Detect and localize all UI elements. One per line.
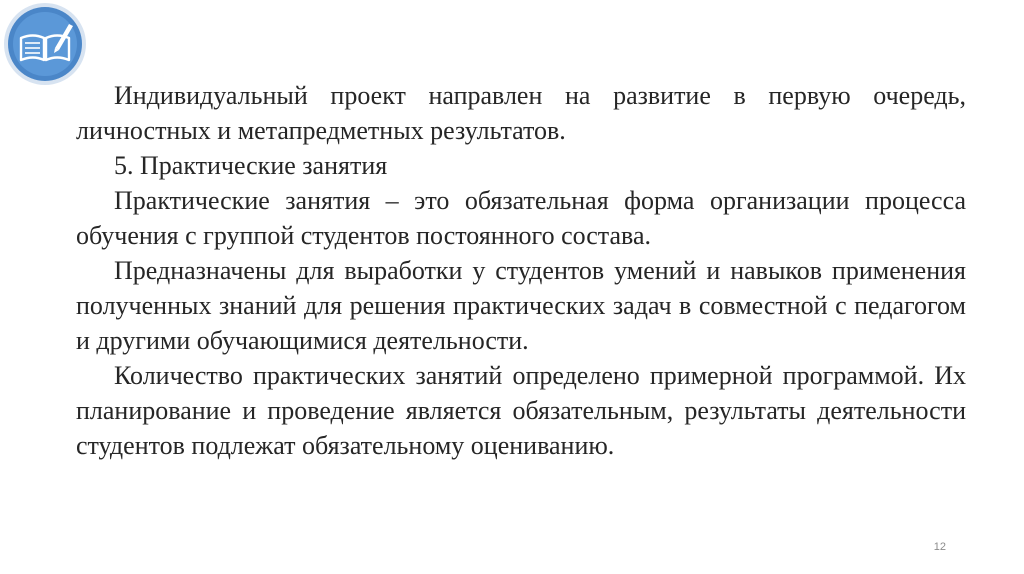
open-book-pen-icon	[3, 2, 87, 86]
paragraph-purpose: Предназначены для выработки у студентов умений и навыков применения полученных знаний для решения практических задач в совместной с педагогом и другими обучающимися деятельности.	[76, 256, 966, 355]
section-heading-practical: 5. Практические занятия	[114, 151, 388, 180]
paragraph-quantity: Количество практических занятий определено примерной программой. Их планирование и проведение является обязательным, результаты деятельности студентов подлежат обязательному оцениванию.	[76, 361, 966, 460]
slide-body	[76, 78, 966, 463]
slide-number: 12	[933, 541, 946, 553]
paragraph-project-goal: Индивидуальный проект направлен на развитие в первую очередь, личностных и метапредметных результатов.	[76, 81, 966, 145]
paragraph-definition: Практические занятия – это обязательная форма организации процесса обучения с группой студентов постоянного состава.	[76, 186, 966, 250]
